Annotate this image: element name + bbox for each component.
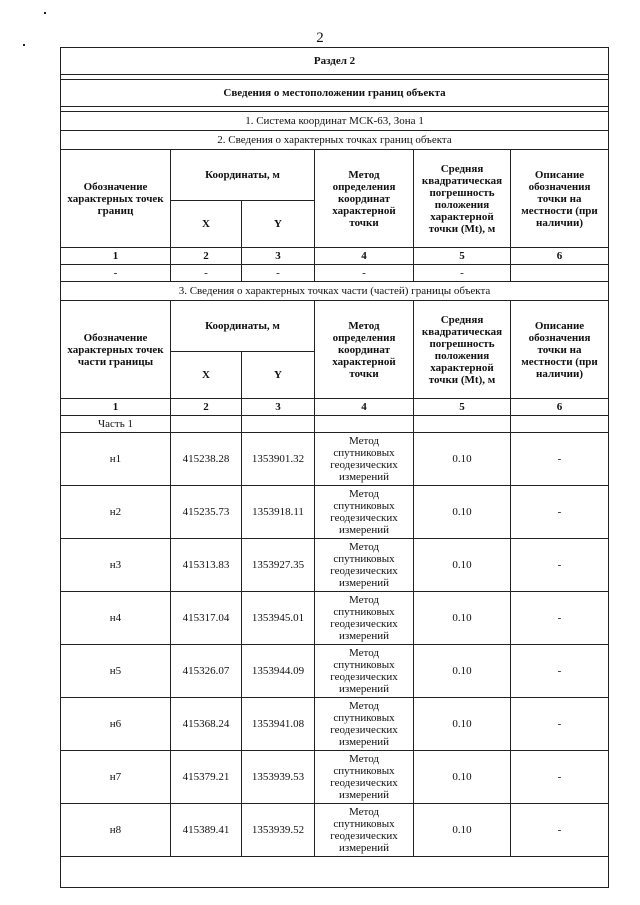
part-row bbox=[61, 416, 609, 433]
table-row bbox=[61, 592, 609, 645]
header-method: Метод определения координат характерной точки bbox=[315, 150, 414, 248]
table-row bbox=[61, 433, 609, 486]
point-mt: 0.10 bbox=[414, 804, 511, 857]
point-desc: - bbox=[511, 486, 609, 539]
point-x: 415389.41 bbox=[171, 804, 242, 857]
point-name: н4 bbox=[61, 592, 171, 645]
point-y: 1353918.11 bbox=[242, 486, 315, 539]
boundary-table bbox=[60, 47, 609, 888]
col-number: 3 bbox=[242, 248, 315, 265]
closing-row bbox=[61, 857, 609, 888]
point-name: н8 bbox=[61, 804, 171, 857]
point-desc: - bbox=[511, 433, 609, 486]
header-designation: Обозначение характерных точек части границы bbox=[61, 301, 171, 399]
header-coords: Координаты, м bbox=[171, 301, 315, 352]
point-mt: 0.10 bbox=[414, 698, 511, 751]
point-method: Метод спутниковых геодезических измерений bbox=[315, 433, 414, 486]
col-number: 2 bbox=[171, 399, 242, 416]
point-y: 1353927.35 bbox=[242, 539, 315, 592]
point-desc: - bbox=[511, 592, 609, 645]
point-name: н7 bbox=[61, 751, 171, 804]
point-name: н1 bbox=[61, 433, 171, 486]
point-mt: 0.10 bbox=[414, 486, 511, 539]
header-y: Y bbox=[242, 352, 315, 399]
col-number: 6 bbox=[511, 399, 609, 416]
main-title: Сведения о местоположении границ объекта bbox=[61, 80, 609, 107]
col-number: 1 bbox=[61, 248, 171, 265]
point-y: 1353945.01 bbox=[242, 592, 315, 645]
col-number: 6 bbox=[511, 248, 609, 265]
empty-cell: - bbox=[171, 265, 242, 282]
point-desc: - bbox=[511, 698, 609, 751]
header-description: Описание обозначения точки на местности (при наличии) bbox=[511, 301, 609, 399]
header-description: Описание обозначения точки на местности (при наличии) bbox=[511, 150, 609, 248]
table-row bbox=[61, 698, 609, 751]
point-x: 415368.24 bbox=[171, 698, 242, 751]
scan-speck bbox=[44, 12, 46, 14]
point-x: 415379.21 bbox=[171, 751, 242, 804]
part-label: Часть 1 bbox=[61, 416, 171, 433]
header-designation: Обозначение характерных точек границ bbox=[61, 150, 171, 248]
point-x: 415313.83 bbox=[171, 539, 242, 592]
table-row bbox=[61, 751, 609, 804]
point-name: н2 bbox=[61, 486, 171, 539]
col-number: 4 bbox=[315, 248, 414, 265]
point-method: Метод спутниковых геодезических измерений bbox=[315, 486, 414, 539]
table-row bbox=[61, 645, 609, 698]
point-name: н5 bbox=[61, 645, 171, 698]
point-y: 1353901.32 bbox=[242, 433, 315, 486]
header-x: X bbox=[171, 201, 242, 248]
point-method: Метод спутниковых геодезических измерений bbox=[315, 592, 414, 645]
point-y: 1353944.09 bbox=[242, 645, 315, 698]
col-number: 5 bbox=[414, 399, 511, 416]
col-number: 5 bbox=[414, 248, 511, 265]
point-method: Метод спутниковых геодезических измерений bbox=[315, 645, 414, 698]
points-body bbox=[61, 433, 609, 857]
col-number: 1 bbox=[61, 399, 171, 416]
column-numbers-row bbox=[61, 399, 609, 416]
header-y: Y bbox=[242, 201, 315, 248]
point-name: н6 bbox=[61, 698, 171, 751]
point-mt: 0.10 bbox=[414, 645, 511, 698]
point-desc: - bbox=[511, 645, 609, 698]
col-number: 3 bbox=[242, 399, 315, 416]
section-title: Раздел 2 bbox=[61, 48, 609, 75]
point-x: 415326.07 bbox=[171, 645, 242, 698]
point-x: 415235.73 bbox=[171, 486, 242, 539]
point-mt: 0.10 bbox=[414, 539, 511, 592]
empty-cell: - bbox=[315, 265, 414, 282]
point-desc: - bbox=[511, 539, 609, 592]
table-row bbox=[61, 539, 609, 592]
col-number: 2 bbox=[171, 248, 242, 265]
column-numbers-row bbox=[61, 248, 609, 265]
point-x: 415238.28 bbox=[171, 433, 242, 486]
page-number: 2 bbox=[316, 30, 324, 46]
coord-system: 1. Система координат МСК-63, Зона 1 bbox=[61, 112, 609, 131]
point-method: Метод спутниковых геодезических измерений bbox=[315, 539, 414, 592]
point-y: 1353941.08 bbox=[242, 698, 315, 751]
empty-data-row bbox=[61, 265, 609, 282]
point-method: Метод спутниковых геодезических измерений bbox=[315, 804, 414, 857]
header-method: Метод определения координат характерной точки bbox=[315, 301, 414, 399]
table-row bbox=[61, 486, 609, 539]
point-mt: 0.10 bbox=[414, 433, 511, 486]
header-error: Средняя квадратическая погрешность положения характерной точки (Mt), м bbox=[414, 150, 511, 248]
empty-cell bbox=[511, 265, 609, 282]
point-method: Метод спутниковых геодезических измерений bbox=[315, 751, 414, 804]
subsection2-title: 2. Сведения о характерных точках границ объекта bbox=[61, 131, 609, 150]
point-y: 1353939.53 bbox=[242, 751, 315, 804]
point-desc: - bbox=[511, 804, 609, 857]
point-desc: - bbox=[511, 751, 609, 804]
point-y: 1353939.52 bbox=[242, 804, 315, 857]
subsection3-title: 3. Сведения о характерных точках части (частей) границы объекта bbox=[61, 282, 609, 301]
table-row bbox=[61, 804, 609, 857]
header-x: X bbox=[171, 352, 242, 399]
point-x: 415317.04 bbox=[171, 592, 242, 645]
point-method: Метод спутниковых геодезических измерений bbox=[315, 698, 414, 751]
col-number: 4 bbox=[315, 399, 414, 416]
empty-cell: - bbox=[61, 265, 171, 282]
empty-cell: - bbox=[414, 265, 511, 282]
point-mt: 0.10 bbox=[414, 592, 511, 645]
point-name: н3 bbox=[61, 539, 171, 592]
header-coords: Координаты, м bbox=[171, 150, 315, 201]
empty-cell: - bbox=[242, 265, 315, 282]
header-error: Средняя квадратическая погрешность положения характерной точки (Mt), м bbox=[414, 301, 511, 399]
point-mt: 0.10 bbox=[414, 751, 511, 804]
